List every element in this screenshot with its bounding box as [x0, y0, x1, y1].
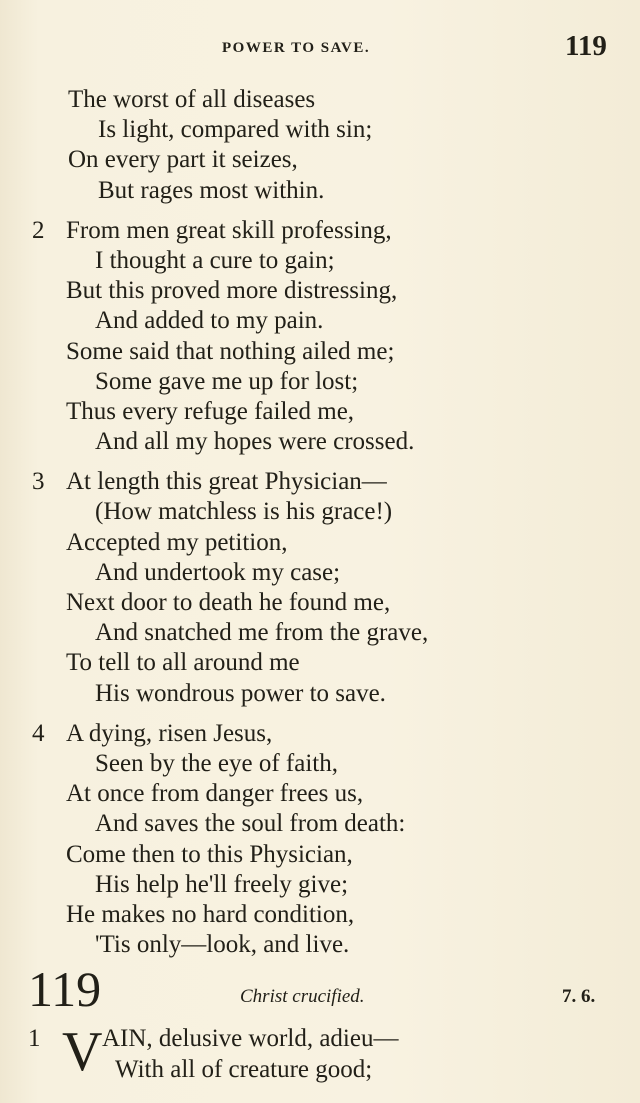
- hymn-line: Some said that nothing ailed me;: [66, 337, 395, 365]
- stanza-number: 1: [28, 1025, 41, 1052]
- hymn-line: On every part it seizes,: [68, 146, 298, 174]
- hymn-line: Accepted my petition,: [66, 528, 288, 556]
- stanza-1: [0, 85, 640, 206]
- hymn-line: I thought a cure to gain;: [95, 246, 335, 274]
- hymn-line: Some gave me up for lost;: [95, 367, 359, 395]
- stanza-2: [0, 216, 640, 458]
- hymn-line: To tell to all around me: [66, 649, 300, 677]
- stanza-number: 3: [32, 468, 45, 496]
- hymn-line: But this proved more distressing,: [66, 277, 398, 305]
- hymn-line: At once from danger frees us,: [66, 780, 364, 808]
- hymn-number: 119: [28, 961, 102, 1017]
- running-title: POWER TO SAVE.: [222, 40, 371, 56]
- hymn-meter: 7. 6.: [562, 986, 596, 1007]
- stanza-number: 2: [32, 216, 45, 244]
- hymn-line: His help he'll freely give;: [95, 870, 349, 898]
- hymn-line: AIN, delusive world, adieu—: [102, 1025, 399, 1052]
- hymn-line: Thus every refuge failed me,: [66, 397, 355, 425]
- hymn-line: And added to my pain.: [95, 307, 324, 335]
- stanza-4: [0, 719, 640, 961]
- hymn-line: His wondrous power to save.: [95, 679, 386, 707]
- hymn-line: And all my hopes were crossed.: [95, 428, 415, 456]
- hymn-line: And undertook my case;: [95, 558, 341, 586]
- hymn-line: He makes no hard condition,: [66, 900, 355, 928]
- stanza-3: [0, 467, 640, 709]
- hymn-line: At length this great Physician—: [66, 468, 387, 496]
- drop-cap: V: [62, 1021, 103, 1083]
- hymn-line: The worst of all diseases: [68, 86, 316, 113]
- hymn-header: [0, 962, 640, 1017]
- page-number: 119: [565, 30, 607, 62]
- hymn-line: From men great skill professing,: [66, 216, 392, 244]
- hymn-line: (How matchless is his grace!): [95, 498, 393, 526]
- hymn-line: A dying, risen Jesus,: [66, 719, 273, 747]
- hymn-line: With all of creature good;: [115, 1056, 373, 1083]
- hymn-line: 'Tis only—look, and live.: [95, 931, 350, 959]
- hymn-line: And snatched me from the grave,: [95, 619, 429, 647]
- hymn-line: Next door to death he found me,: [66, 589, 391, 616]
- hymn-line: Seen by the eye of faith,: [95, 749, 338, 777]
- hymn-line: And saves the soul from death:: [95, 810, 406, 838]
- hymn-subject: Christ crucified.: [240, 986, 365, 1007]
- hymn-line: But rages most within.: [98, 176, 325, 204]
- hymn-line: Is light, compared with sin;: [98, 116, 373, 144]
- hymn-body: [0, 85, 640, 970]
- stanza-number: 4: [32, 719, 45, 747]
- hymn-line: Come then to this Physician,: [66, 840, 353, 868]
